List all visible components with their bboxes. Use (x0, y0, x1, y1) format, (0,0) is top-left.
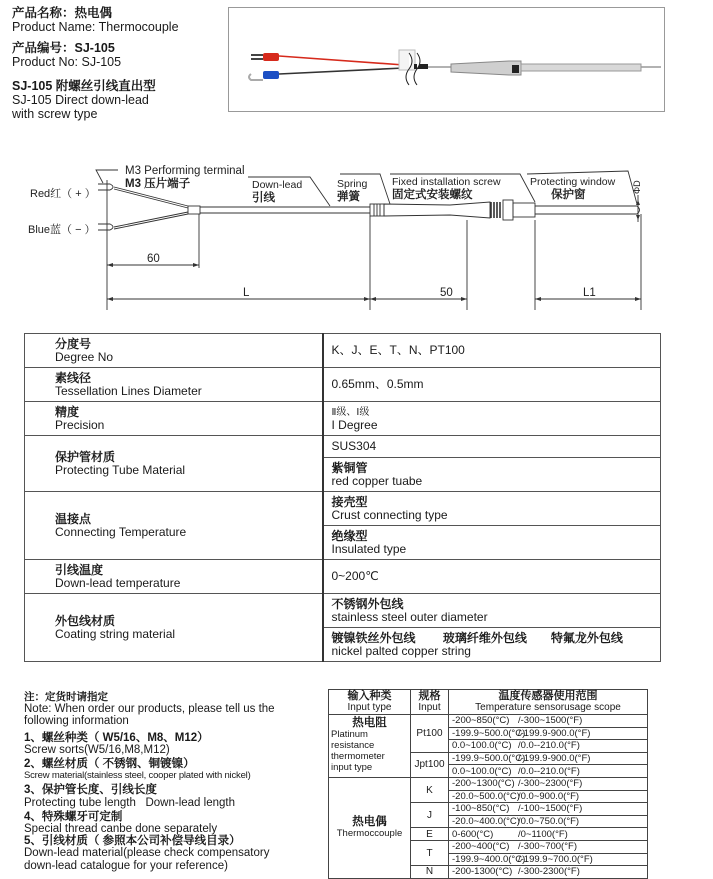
spec-value-zh: 不锈钢外包线 (331, 596, 404, 611)
protecting-tube-drawing (535, 206, 637, 214)
note-item-zh: 4、特殊螺牙可定制 (24, 810, 123, 823)
group-rtd (329, 715, 411, 778)
range-cell (449, 866, 648, 879)
dim-50-label: 50 (440, 287, 453, 299)
range-celsius: -199.9~500.0(°C) (452, 727, 526, 739)
sensor-body (451, 61, 521, 75)
group-label-zh: 热电偶 (352, 815, 387, 828)
nut-ferrule-drawing (513, 203, 535, 217)
spec-label-en: Degree No (55, 349, 114, 364)
notes-title-en: Note: When order our products, please tell us the following information (24, 703, 275, 728)
window-label-zh: 保护窗 (551, 189, 586, 201)
down-lead-drawing (200, 207, 370, 213)
header-input-type-zh: 输入种类 (347, 690, 392, 702)
product-type-zh: SJ-105 附螺丝引线直出型 (12, 79, 156, 93)
range-cell (449, 715, 648, 728)
header-scope-en: Temperature sensorusage scope (475, 702, 621, 713)
red-wire (279, 56, 404, 65)
product-no-zh: 产品编号：SJ-105 (12, 41, 115, 55)
body-band (512, 65, 519, 73)
range-cell (449, 790, 648, 803)
input-spec-cell: K (411, 777, 449, 802)
note-item-en: Special thread canbe done separately (24, 823, 218, 836)
downlead-label-zh: 引线 (252, 192, 275, 204)
spec-value-zh: 绝缘型 (331, 528, 368, 543)
sensor-range-row (329, 715, 648, 728)
range-celsius: -200~1300(°C) (452, 778, 515, 790)
diameter-label: ΦD (632, 180, 642, 194)
input-spec-cell: Jpt100 (411, 752, 449, 777)
range-fahrenheit: /0~1100(°F) (518, 828, 568, 840)
shrink-tube (414, 64, 428, 69)
dimension-diagram (0, 150, 713, 320)
spec-row-precision (25, 402, 661, 436)
spec-value: SUS304 (323, 436, 661, 458)
spec-label-zh: 引线温度 (55, 562, 104, 577)
lead-splice (188, 206, 200, 214)
terminal-label-zh: M3 压片端子 (125, 178, 191, 190)
spec-label-zh: 外包线材质 (55, 613, 116, 628)
note-item-zh: 2、螺丝材质（ 不锈钢、铜镀镍） (24, 758, 195, 771)
input-spec-cell: T (411, 840, 449, 865)
wire-label-tag (399, 50, 415, 70)
spec-label-zh: 素线径 (55, 370, 92, 385)
spec-row-diameter (25, 368, 661, 402)
spec-value (323, 492, 661, 526)
range-fahrenheit: /-300-2300(°F) (518, 866, 580, 878)
range-cell (449, 752, 648, 765)
product-name-en: Product Name: Thermocouple (12, 20, 179, 34)
input-spec-cell: N (411, 866, 449, 879)
spring-label-en: Spring (337, 178, 368, 190)
spec-value-en: nickel palted copper string (331, 643, 471, 658)
range-celsius: -20.0~500.0(°C) (452, 790, 520, 802)
protection-tube (521, 64, 641, 71)
spec-row-lead-temp (25, 560, 661, 594)
product-photo (228, 7, 665, 112)
range-cell (449, 853, 648, 866)
spec-label-en: Connecting Temperature (55, 524, 187, 539)
range-celsius: 0.0~100.0(°C) (452, 740, 512, 752)
range-fahrenheit: /-300~700(°F) (518, 841, 577, 853)
range-fahrenheit: /0.0--210.0(°F) (518, 740, 580, 752)
dim-L1-label: L1 (583, 287, 596, 299)
spec-value-en: Insulated type (331, 541, 407, 556)
spec-value-zh: 紫铜管 (331, 460, 368, 475)
blue-wire-drawing (114, 212, 188, 229)
range-cell (449, 840, 648, 853)
terminal-label-en: M3 Performing terminal (125, 165, 245, 177)
sensor-table-header (329, 690, 648, 715)
header-input-en: Input (418, 702, 441, 713)
input-spec-cell: J (411, 803, 449, 828)
range-fahrenheit: /-300~2300(°F) (518, 778, 583, 790)
spec-label-zh: 保护管材质 (55, 449, 116, 464)
range-fahrenheit: /-300~1500(°F) (518, 715, 583, 727)
order-notes (24, 691, 284, 872)
spec-value: K、J、E、T、N、PT100 (323, 334, 661, 368)
red-wire-label: Red红（ + ） (30, 188, 96, 200)
notes-title-zh: 注：定货时请指定 (24, 691, 108, 703)
spec-label-zh: 分度号 (55, 336, 92, 351)
range-cell (449, 727, 648, 740)
range-fahrenheit: /-199.9-900.0(°F) (518, 727, 591, 739)
range-fahrenheit: /-199.9-900.0(°F) (518, 753, 591, 765)
spec-label-en: Precision (55, 417, 105, 432)
spec-value (323, 628, 661, 662)
thermocouple-photo-illustration (229, 8, 666, 113)
spec-row-degree (25, 334, 661, 368)
sensor-range-row (329, 777, 648, 790)
range-celsius: -100~850(°C) (452, 803, 510, 815)
input-spec-cell: Pt100 (411, 715, 449, 753)
group-label-en: Thermoccouple (336, 827, 403, 839)
blue-terminal (249, 71, 279, 80)
product-header (12, 6, 227, 128)
spec-row-tube-material (25, 436, 661, 458)
range-fahrenheit: /0.0~750.0(°F) (518, 816, 580, 828)
note-item-zh: 3、保护管长度、引线长度 (24, 784, 157, 797)
screw-label-zh: 固定式安装螺纹 (392, 189, 473, 201)
spec-label-en: Coating string material (55, 626, 176, 641)
spec-value (323, 594, 661, 628)
spec-value-zh: 镀镍铁丝外包线 玻璃纤维外包线 特氟龙外包线 (331, 630, 623, 645)
product-name-zh: 产品名称：热电偶 (12, 6, 113, 20)
screw-thread-drawing (491, 202, 500, 218)
spec-value-en: stainless steel outer diameter (331, 609, 488, 624)
product-type-en-1: SJ-105 Direct down-lead (12, 93, 149, 107)
product-type-en-2: with screw type (12, 107, 98, 121)
note-item-en: Screw sorts(W5/16,M8,M12) (24, 743, 170, 756)
range-celsius: -200-1300(°C) (452, 866, 513, 878)
spec-table (24, 333, 661, 662)
spec-value (323, 458, 661, 492)
spec-value-en: I Degree (331, 417, 378, 432)
spec-label-zh: 精度 (55, 404, 80, 419)
header-scope-zh: 温度传感器使用范围 (498, 690, 598, 702)
window-label-en: Protecting window (530, 176, 616, 188)
header-input-zh: 规格 (418, 690, 441, 702)
group-label-en: Platinum resistance thermometer input type (331, 729, 385, 774)
note-item-en: Protecting tube length Down-lead length (24, 796, 235, 809)
range-celsius: -200~850(°C) (452, 715, 510, 727)
range-celsius: -199.9~400.0(°C) (452, 853, 526, 865)
range-cell (449, 765, 648, 778)
range-celsius: 0.0~100.0(°C) (452, 765, 512, 777)
range-cell (449, 803, 648, 816)
spring-label-zh: 弹簧 (337, 191, 360, 203)
spec-label-en: Protecting Tube Material (55, 462, 186, 477)
red-terminal-drawing (98, 184, 113, 190)
spec-value: 0~200℃ (323, 560, 661, 594)
screw-label-en: Fixed installation screw (392, 176, 501, 188)
note-item-en: Screw material(stainless steel, cooper plated with nickel) (24, 770, 251, 782)
range-celsius: 0-600(°C) (452, 828, 494, 840)
red-wire-drawing (114, 187, 188, 208)
spec-row-coating (25, 594, 661, 628)
range-fahrenheit: /-100~1500(°F) (518, 803, 583, 815)
range-cell (449, 828, 648, 841)
range-fahrenheit: /-199.9~700.0(°F) (518, 853, 593, 865)
note-item-zh: 5、引线材质（ 参照本公司补偿导线目录） (24, 835, 241, 848)
header-input-type-en: Input type (347, 702, 392, 713)
range-fahrenheit: /0.0--210.0(°F) (518, 765, 580, 777)
blue-terminal-drawing (98, 224, 113, 230)
product-no-en: Product No: SJ-105 (12, 55, 122, 69)
input-spec-cell: E (411, 828, 449, 841)
range-cell (449, 777, 648, 790)
spec-value-en: red copper tuabe (331, 473, 423, 488)
dim-L-label: L (243, 287, 250, 299)
range-celsius: -199.9~500.0(°C) (452, 753, 526, 765)
hex-nut-drawing (503, 200, 513, 220)
spec-label-zh: 温接点 (55, 511, 92, 526)
sensor-range-table (328, 689, 648, 879)
downlead-label-en: Down-lead (252, 179, 303, 191)
screw-body-drawing (384, 202, 490, 218)
spec-value (323, 526, 661, 560)
spec-value-zh: Ⅱ级、Ⅰ级 (331, 406, 370, 418)
group-label-zh: 热电阻 (352, 717, 387, 730)
dim-60-label: 60 (147, 253, 160, 265)
spec-label-en: Tessellation Lines Diameter (55, 383, 202, 398)
spec-value-zh: 接壳型 (331, 494, 368, 509)
note-item-zh: 1、螺丝种类（ W5/16、M8、M12） (24, 731, 209, 744)
group-thermocouple (329, 777, 411, 878)
note-item-en: Down-lead material(please check compensatory down-lead catalogue for your reference) (24, 847, 270, 872)
range-fahrenheit: /0.0~900.0(°F) (518, 790, 580, 802)
blue-wire-label: Blue蓝（ − ） (28, 224, 96, 236)
range-celsius: -200~400(°C) (452, 841, 510, 853)
range-cell (449, 815, 648, 828)
red-terminal (251, 53, 279, 61)
spec-label-en: Down-lead temperature (55, 575, 181, 590)
range-celsius: -20.0~400.0(°C) (452, 816, 520, 828)
spec-row-junction (25, 492, 661, 526)
range-cell (449, 740, 648, 753)
spec-value: 0.65mm、0.5mm (323, 368, 661, 402)
spec-value (323, 402, 661, 436)
spec-value-en: Crust connecting type (331, 507, 448, 522)
black-wire (279, 68, 404, 74)
